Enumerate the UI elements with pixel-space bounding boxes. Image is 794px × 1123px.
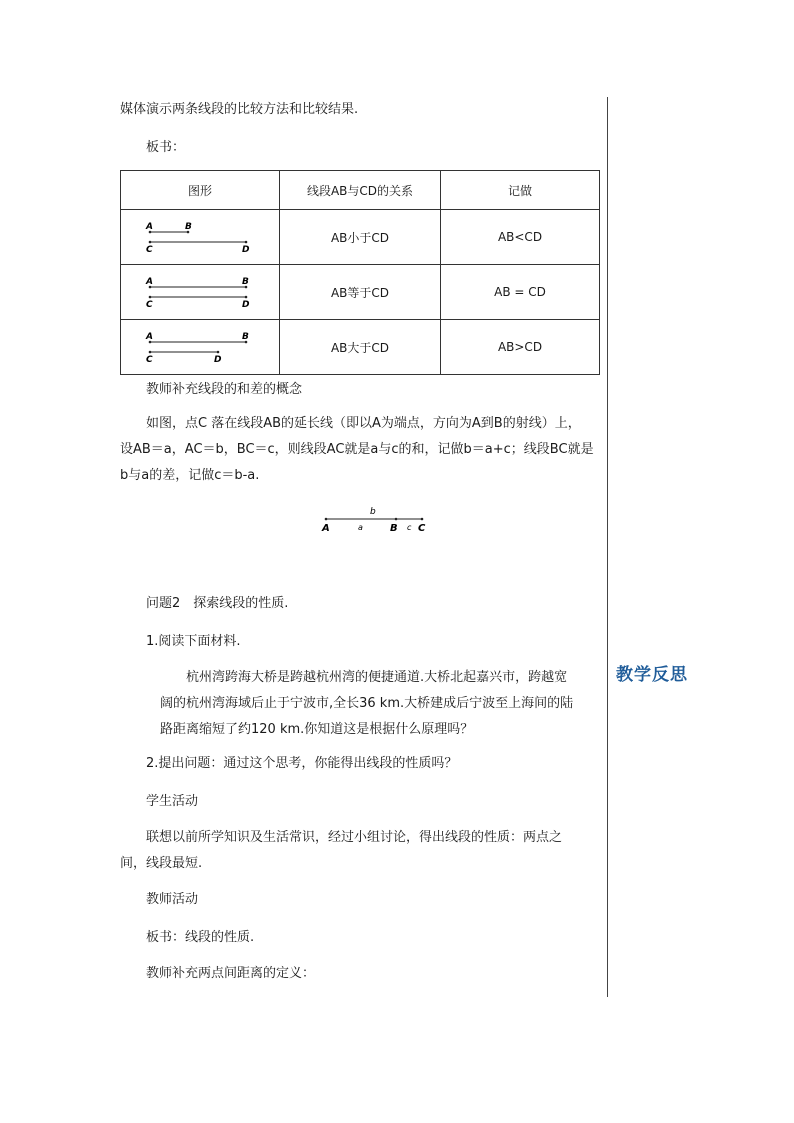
segment-figure-equal <box>140 275 260 309</box>
teacher-activity-heading: 教师活动 <box>146 892 199 907</box>
label-a: A <box>146 277 153 287</box>
header-notation: 记做 <box>441 171 600 210</box>
explanation-line-3: b与a的差，记做c＝b-a. <box>120 468 260 483</box>
label-c: C <box>146 355 153 364</box>
relation-cell: AB大于CD <box>280 320 441 375</box>
material-line-3: 路距离缩短了约120 km.你知道这是根据什么原理吗？ <box>160 722 474 737</box>
fig-label-c: c <box>407 523 412 532</box>
segment-figure-greater <box>140 330 260 364</box>
student-activity-line-1: 联想以前所学知识及生活常识，经过小组讨论，得出线段的性质：两点之 <box>146 830 563 845</box>
label-a: A <box>146 222 153 232</box>
figure-cell <box>121 320 280 375</box>
fig-label-A: A <box>322 523 330 534</box>
table-row <box>121 210 600 265</box>
label-b: B <box>242 332 249 342</box>
label-c: C <box>146 245 153 254</box>
relation-cell: AB等于CD <box>280 265 441 320</box>
table-header-row <box>121 171 600 210</box>
supplement-sum-diff: 教师补充线段的和差的概念 <box>146 382 303 397</box>
material-line-1: 杭州湾跨海大桥是跨越杭州湾的便捷通道.大桥北起嘉兴市，跨越宽 <box>186 670 568 685</box>
figure-cell <box>121 265 280 320</box>
explanation-line-2: 设AB＝a，AC＝b，BC＝c，则线段AC就是a与c的和，记做b＝a+c；线段BC就是 <box>120 442 594 457</box>
student-activity-heading: 学生活动 <box>146 794 199 809</box>
notation-cell: AB<CD <box>441 210 600 265</box>
supplement-distance: 教师补充两点间距离的定义： <box>146 966 316 981</box>
step-1: 1.阅读下面材料. <box>146 634 241 649</box>
segment-sum-figure <box>316 503 436 537</box>
label-a: A <box>146 332 153 342</box>
relation-cell: AB小于CD <box>280 210 441 265</box>
question-2: 问题2 探索线段的性质. <box>146 596 289 611</box>
header-relation: 线段AB与CD的关系 <box>280 171 441 210</box>
notation-cell: AB>CD <box>441 320 600 375</box>
label-b: B <box>185 222 192 232</box>
fig-label-b: b <box>370 507 376 517</box>
intro-text: 媒体演示两条线段的比较方法和比较结果. <box>120 102 359 117</box>
label-d: D <box>242 300 250 309</box>
material-line-2: 阔的杭州湾海域后止于宁波市,全长36 km.大桥建成后宁波至上海间的陆 <box>160 696 574 711</box>
label-d: D <box>242 245 250 254</box>
fig-label-a: a <box>358 523 363 532</box>
fig-label-B: B <box>390 523 398 534</box>
student-activity-line-2: 间，线段最短. <box>120 856 203 871</box>
column-divider <box>607 97 608 997</box>
table-row <box>121 320 600 375</box>
comparison-table <box>120 170 600 375</box>
header-figure: 图形 <box>121 171 280 210</box>
label-c: C <box>146 300 153 309</box>
explanation-line-1: 如图，点C 落在线段AB的延长线（即以A为端点，方向为A到B的射线）上， <box>146 416 581 431</box>
teaching-reflection-title: 教学反思 <box>616 665 688 685</box>
notation-cell: AB = CD <box>441 265 600 320</box>
label-d: D <box>214 355 222 364</box>
table-row <box>121 265 600 320</box>
figure-cell <box>121 210 280 265</box>
segment-figure-less <box>140 220 260 254</box>
board-label: 板书： <box>146 140 186 155</box>
step-2: 2.提出问题：通过这个思考，你能得出线段的性质吗？ <box>146 756 458 771</box>
label-b: B <box>242 277 249 287</box>
fig-label-C: C <box>418 523 426 534</box>
board-property: 板书：线段的性质. <box>146 930 255 945</box>
